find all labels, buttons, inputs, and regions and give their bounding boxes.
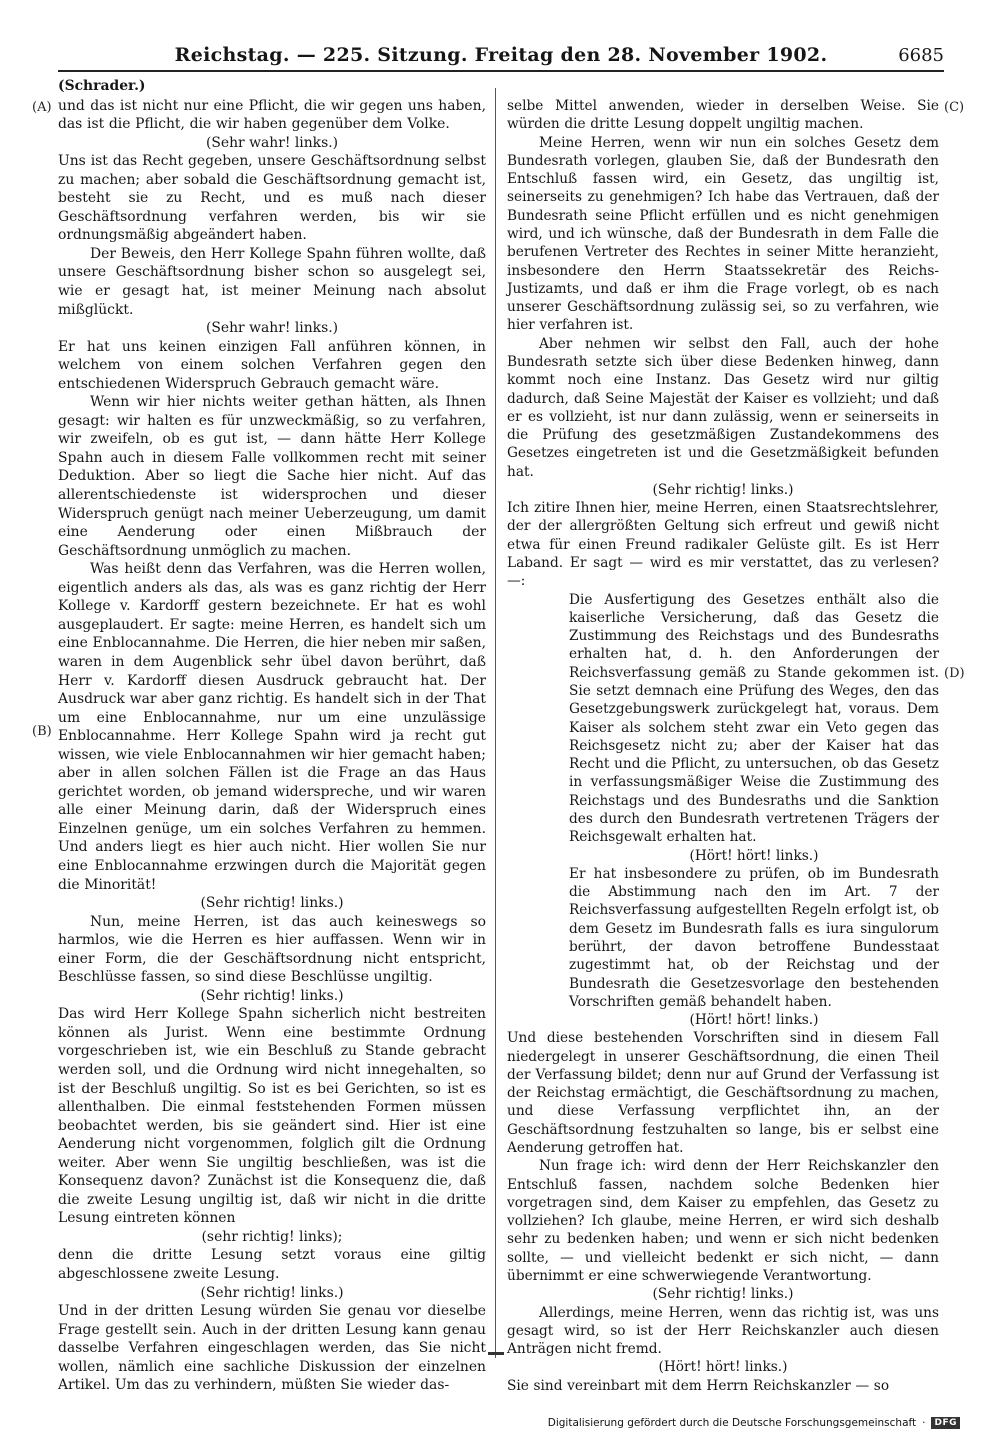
interjection: (Sehr richtig! links.): [200, 895, 344, 912]
margin-marker-c: (C): [944, 100, 965, 115]
paragraph: Und in der dritten Lesung würden Sie genau vor dieselbe Frage gestellt sein. Auch in der dritten Lesung kann genau dasselbe Verfahren eingeschlagen werden, das Sie nicht wollen, nämlich eine sachliche Diskussion der einzelnen Artikel. Um das zu verhindern, müßten Sie wieder das-: [58, 1303, 486, 1394]
running-title: Reichstag. — 225. Sitzung. Freitag den 28. November 1902.: [174, 44, 828, 66]
page-number: 6685: [898, 45, 944, 66]
interjection: (Sehr richtig! links.): [200, 1284, 344, 1301]
paragraph: Das wird Herr Kollege Spahn sicherlich nicht bestreiten können als Jurist. Wenn eine bestimmte Ordnung vorgeschrieben ist, wie ein Beschluß zu Stande gebracht werden soll, und die Ordnung wird nicht innegehalten, so ist der Beschluß ungiltig. So ist es bei Gerichten, so ist es allenthalben. Die einmal feststehenden Formen müssen beobachtet werden, bis sie geändert sind. Hier ist eine Aenderung nicht vorgenommen, folglich gilt die Ordnung weiter. Aber wenn Sie ungiltig beschließen, was ist die Konsequenz davon? Zunächst ist die Konsequenz die, daß die zweite Lesung ungiltig ist, daß wir nicht in die dritte Lesung eintreten können: [58, 1006, 486, 1227]
paragraph: Nun frage ich: wird denn der Herr Reichskanzler den Entschluß fassen, nachdem solche Bedenken hier vorgetragen sind, dem Kaiser zu empfehlen, das Gesetz zu vollziehen? Ich glaube, meine Herren, er wird sich deshalb sehr zu bedenken haben; und wenn er sich nicht bedenken sollte, — und vielleicht bedenkt er sich nicht, — dann übernimmt er eine schwerwiegende Verantwortung.: [507, 1158, 939, 1284]
interjection: (Sehr wahr! links.): [205, 134, 339, 151]
interjection: (Hört! hört! links.): [689, 1012, 819, 1029]
interjection: (Sehr wahr! links.): [205, 320, 339, 337]
interjection: (Hört! hört! links.): [658, 1359, 788, 1376]
digitization-footer: Digitalisierung gefördert durch die Deutsche Forschungsgemeinschaft · DFG: [548, 1416, 960, 1430]
speaker-name: (Schrader.): [58, 78, 146, 94]
paragraph: selbe Mittel anwenden, wieder in derselben Weise. Sie würden die dritte Lesung doppelt ungiltig machen.: [507, 98, 939, 133]
paragraph: Uns ist das Recht gegeben, unsere Geschäftsordnung selbst zu machen; aber sobald die Geschäftsordnung gemacht ist, besteht sie zu Recht, und es muß nach dieser Geschäftsordnung verfahren werden, bis wir sie ordnungsmäßig abgeändert haben.: [58, 153, 486, 244]
interjection: (Hört! hört! links.): [689, 847, 819, 864]
column-divider: [495, 88, 496, 1358]
funding-credit: Digitalisierung gefördert durch die Deutsche Forschungsgemeinschaft: [547, 1417, 917, 1429]
dfg-logo-icon: DFG: [931, 1417, 960, 1429]
paragraph: Der Beweis, den Herr Kollege Spahn führen wollte, daß unsere Geschäftsordnung bisher schon so ausgelegt sei, wie er gesagt hat, ist meiner Meinung nach absolut mißglückt.: [58, 245, 486, 318]
margin-marker-d: (D): [944, 666, 965, 681]
quotation: Er hat insbesondere zu prüfen, ob im Bundesrath die Abstimmung nach den im Art. 7 der Reichsverfassung aufgestellten Regeln erfolgt ist, ob dem Gesetz im Bundesrath falls es iura singulorum berührt, der davon betroffene Bundesstaat zugestimmt hat, ob der Reichstag und der Bundesrath die Gesetzesvorlage den bestehenden Vorschriften gemäß behandelt haben.: [569, 865, 939, 1010]
interjection: (Sehr richtig! links.): [652, 1286, 794, 1303]
quotation: Die Ausfertigung des Gesetzes enthält also die kaiserliche Versicherung, daß das Gesetz die Zustimmung des Reichstags und des Bundesraths erhalten hat, d. h. den Anforderungen der Reichsverfassung gemäß zu Stande gekommen ist. Sie setzt demnach eine Prüfung des Weges, den das Gesetzgebungswerk zurückgelegt hat, voraus. Dem Kaiser als solchem steht zwar ein Veto gegen das Reichsgesetz nicht zu; aber der Kaiser hat das Recht und die Pflicht, zu untersuchen, ob das Gesetz in verfassungsmäßiger Weise die Zustimmung des Reichstags und des Bundesraths und die Sanktion des durch den Bundesrath vertretenen Trägers der Reichsgewalt erhalten hat.: [569, 591, 939, 846]
paragraph: und das ist nicht nur eine Pflicht, die wir gegen uns haben, das ist die Pflicht, die wir haben gegenüber dem Volke.: [58, 97, 486, 133]
margin-marker-b: (B): [32, 724, 52, 739]
right-column: [507, 77, 939, 1395]
paragraph: Aber nehmen wir selbst den Fall, auch der hohe Bundesrath setzte sich über diese Bedenken hinweg, dann kommt noch eine Instanz. Das Gesetz wird nur giltig dadurch, daß Seine Majestät der Kaiser es vollzieht; und daß er es vollzieht, ist nur dann zulässig, wenn er seinerseits in die Prüfung des gesetzmäßigen Zustandekommens des Gesetzes eingetreten ist und die Gesetzmäßigkeit befunden hat.: [507, 335, 939, 480]
paragraph: Er hat uns keinen einzigen Fall anführen können, in welchem von einem solchen Verfahren gegen den entschiedenen Widerspruch Gebrauch gemacht wäre.: [58, 338, 486, 392]
left-column: [58, 77, 486, 1395]
paragraph: denn die dritte Lesung setzt voraus eine giltig abgeschlossene zweite Lesung.: [58, 1247, 486, 1282]
paragraph: Nun, meine Herren, ist das auch keineswegs so harmlos, wie die Herren es hier auffassen. Wenn wir in einer Form, die der Geschäftsordnung nicht entspricht, Beschlüsse fassen, so sind diese Beschlüsse ungiltig.: [58, 913, 486, 986]
page-header: [58, 42, 944, 72]
margin-marker-a: (A): [32, 100, 52, 115]
paragraph: Sie sind vereinbart mit dem Herrn Reichskanzler — so: [507, 1377, 890, 1394]
paragraph: Allerdings, meine Herren, wenn das richtig ist, was uns gesagt wird, so ist der Herr Reichskanzler auch diesen Anträgen nicht fremd.: [507, 1304, 939, 1358]
paragraph: Wenn wir hier nichts weiter gethan hätten, als Ihnen gesagt: wir halten es für unzweckmäßig, so zu verfahren, wir zweifeln, ob es gut ist, — dann hätte Herr Kollege Spahn auch in diesem Falle vollkommen recht mit seiner Deduktion. Aber so liegt die Sache hier nicht. Auf das allerentschiedenste ist widersprochen und dieser Widerspruch genügt nach meiner Ueberzeugung, um damit eine Aenderung oder einen Mißbrauch der Geschäftsordnung unmöglich zu machen.: [58, 394, 486, 559]
paragraph: Was heißt denn das Verfahren, was die Herren wollen, eigentlich anders als das, als was es ganz richtig der Herr Kollege v. Kardorff gestern bezeichnete. Er hat es wohl ausgeplaudert. Er sagte: meine Herren, es handelt sich um eine Enblocannahme. Die Herren, die hier neben mir saßen, waren in dem Augenblick sehr übel davon berührt, daß Herr v. Kardorff diesen Ausdruck gebraucht hat. Der Ausdruck war aber ganz richtig. Es handelt sich in der That um eine Enblocannahme, nur um eine unzulässige Enblocannahme. Herr Kollege Spahn wird ja recht gut wissen, wie viele Enblocannahmen wir hier gemacht haben; aber in allen solchen Fällen ist die Frage an das Haus gerichtet worden, ob jemand widerspreche, und wir waren alle einer Meinung darin, daß der Widerspruch eines Einzelnen genüge, um ein solches Verfahren zu hemmen. Und anders liegt es hier auch nicht. Hier wollen Sie nur eine Enblocannahme erzwingen durch die Majorität gegen die Minorität!: [58, 561, 486, 893]
paragraph: Ich zitire Ihnen hier, meine Herren, einen Staatsrechtslehrer, der der allergrößten Geltung sich erfreut und gewiß nicht etwa für einen Freund radikaler Gelüste gilt. Es ist Herr Laband. Er sagt — wird es mir verstattet, das zu verlesen? —:: [507, 500, 939, 590]
interjection: (sehr richtig! links);: [201, 1228, 343, 1245]
interjection: (Sehr richtig! links.): [200, 987, 344, 1004]
paragraph: Meine Herren, wenn wir nun ein solches Gesetz dem Bundesrath vorlegen, glauben Sie, daß der Bundesrath den Entschluß fassen wird, ein Gesetz, das ungiltig ist, seinerseits zu genehmigen? Ich habe das Vertrauen, daß der Bundesrath seine Pflicht erfüllen und es nicht genehmigen wird, und ich wünsche, daß der Bundesrath in dem Falle die berufenen Vertreter des Rechtes in seiner Mitte heranzieht, insbesondere den Herrn Staatssekretär des Reichs-Justizamts, und daß er ihm die Frage vorlegt, ob es nach unserer Geschäftsordnung zulässig sei, so zu verfahren, wie hier verfahren ist.: [507, 134, 939, 334]
paragraph: Und diese bestehenden Vorschriften sind in diesem Fall niedergelegt in unserer Geschäftsordnung, die einen Theil der Verfassung bildet; denn nur auf Grund der Verfassung ist der Reichstag ermächtigt, die Geschäftsordnung zu machen, und diese Verfassung verpflichtet ihn, an der Geschäftsordnung festzuhalten so lange, bis er selbst eine Aenderung getroffen hat.: [507, 1030, 939, 1157]
interjection: (Sehr richtig! links.): [652, 481, 794, 498]
column-divider-end: [488, 1352, 504, 1355]
